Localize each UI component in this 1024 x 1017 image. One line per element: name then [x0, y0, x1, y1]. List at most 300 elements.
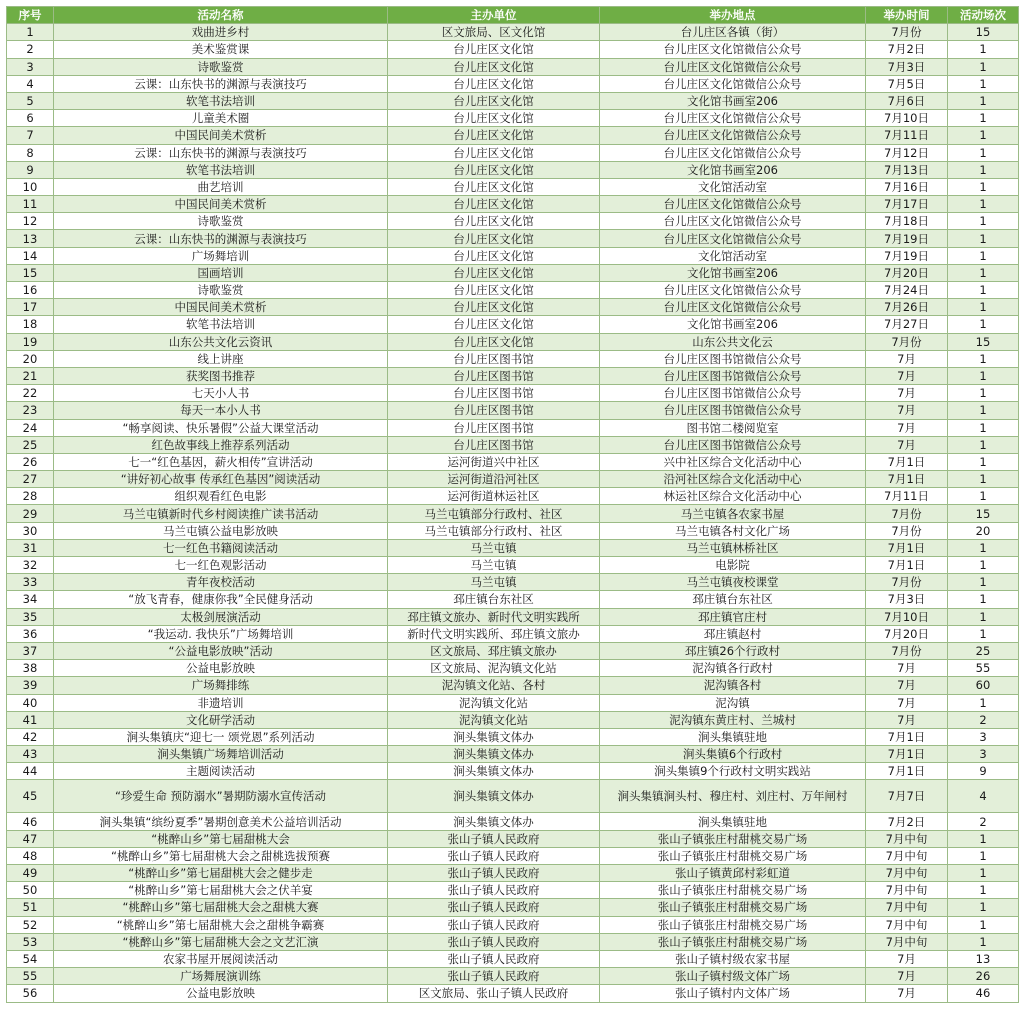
cell-index: 26	[7, 453, 54, 470]
cell-activity-name: 主题阅读活动	[54, 763, 388, 780]
cell-activity-name: 涧头集镇“缤纷夏季”暑期创意美术公益培训活动	[54, 813, 388, 830]
cell-sessions: 1	[948, 436, 1019, 453]
cell-organizer: 台儿庄区文化馆	[388, 299, 600, 316]
col-header-sessions: 活动场次	[948, 7, 1019, 24]
table-row	[7, 591, 1019, 608]
cell-organizer: 马兰屯镇	[388, 574, 600, 591]
cell-date: 7月13日	[866, 161, 948, 178]
table-row	[7, 230, 1019, 247]
cell-organizer: 张山子镇人民政府	[388, 830, 600, 847]
cell-sessions: 1	[948, 247, 1019, 264]
cell-index: 10	[7, 178, 54, 195]
cell-activity-name: 山东公共文化云资讯	[54, 333, 388, 350]
cell-organizer: 台儿庄区图书馆	[388, 350, 600, 367]
cell-venue: 涧头集镇6个行政村	[600, 746, 866, 763]
cell-index: 7	[7, 127, 54, 144]
cell-sessions: 1	[948, 453, 1019, 470]
cell-sessions: 13	[948, 950, 1019, 967]
cell-organizer: 张山子镇人民政府	[388, 899, 600, 916]
cell-organizer: 区文旅局、张山子镇人民政府	[388, 985, 600, 1002]
cell-organizer: 涧头集镇文体办	[388, 728, 600, 745]
cell-organizer: 张山子镇人民政府	[388, 950, 600, 967]
cell-organizer: 台儿庄区图书馆	[388, 385, 600, 402]
cell-activity-name: 戏曲进乡村	[54, 24, 388, 41]
cell-organizer: 台儿庄区图书馆	[388, 436, 600, 453]
cell-organizer: 台儿庄区文化馆	[388, 213, 600, 230]
cell-activity-name: “桃醉山乡”第七届甜桃大会	[54, 830, 388, 847]
cell-index: 21	[7, 367, 54, 384]
cell-activity-name: 青年夜校活动	[54, 574, 388, 591]
cell-date: 7月	[866, 677, 948, 694]
table-row	[7, 196, 1019, 213]
cell-organizer: 运河街道沿河社区	[388, 471, 600, 488]
cell-venue: 台儿庄区文化馆微信公众号	[600, 196, 866, 213]
cell-index: 33	[7, 574, 54, 591]
cell-venue: 张山子镇黄邱村彩虹道	[600, 865, 866, 882]
table-row	[7, 127, 1019, 144]
cell-organizer: 张山子镇人民政府	[388, 916, 600, 933]
cell-date: 7月10日	[866, 608, 948, 625]
cell-venue: 邳庄镇26个行政村	[600, 642, 866, 659]
table-row	[7, 350, 1019, 367]
table-row	[7, 625, 1019, 642]
cell-activity-name: 线上讲座	[54, 350, 388, 367]
cell-venue: 台儿庄区文化馆微信公众号	[600, 127, 866, 144]
cell-activity-name: 公益电影放映	[54, 985, 388, 1002]
cell-index: 34	[7, 591, 54, 608]
cell-activity-name: 七一红色观影活动	[54, 557, 388, 574]
cell-activity-name: 云课：山东快书的渊源与表演技巧	[54, 144, 388, 161]
table-row	[7, 813, 1019, 830]
cell-venue: 文化馆活动室	[600, 247, 866, 264]
cell-venue: 林运社区综合文化活动中心	[600, 488, 866, 505]
cell-date: 7月18日	[866, 213, 948, 230]
cell-index: 23	[7, 402, 54, 419]
cell-index: 17	[7, 299, 54, 316]
table-row	[7, 711, 1019, 728]
cell-index: 46	[7, 813, 54, 830]
cell-index: 22	[7, 385, 54, 402]
cell-activity-name: 云课：山东快书的渊源与表演技巧	[54, 230, 388, 247]
cell-organizer: 台儿庄区图书馆	[388, 367, 600, 384]
cell-sessions: 15	[948, 24, 1019, 41]
cell-index: 30	[7, 522, 54, 539]
cell-date: 7月	[866, 694, 948, 711]
table-row	[7, 264, 1019, 281]
table-row	[7, 660, 1019, 677]
cell-sessions: 1	[948, 694, 1019, 711]
cell-activity-name: “畅享阅读、快乐暑假”公益大课堂活动	[54, 419, 388, 436]
cell-index: 4	[7, 75, 54, 92]
table-row	[7, 830, 1019, 847]
cell-sessions: 2	[948, 813, 1019, 830]
cell-activity-name: 涧头集镇庆“迎七一 颂党恩”系列活动	[54, 728, 388, 745]
cell-activity-name: “讲好初心故事 传承红色基因”阅读活动	[54, 471, 388, 488]
cell-activity-name: “公益电影放映”活动	[54, 642, 388, 659]
cell-activity-name: 广场舞排练	[54, 677, 388, 694]
cell-activity-name: 涧头集镇广场舞培训活动	[54, 746, 388, 763]
cell-date: 7月	[866, 660, 948, 677]
cell-activity-name: 软笔书法培训	[54, 161, 388, 178]
cell-date: 7月份	[866, 24, 948, 41]
cell-venue: 兴中社区综合文化活动中心	[600, 453, 866, 470]
cell-index: 2	[7, 41, 54, 58]
cell-sessions: 1	[948, 471, 1019, 488]
cell-date: 7月份	[866, 522, 948, 539]
cell-organizer: 运河街道林运社区	[388, 488, 600, 505]
cell-organizer: 区文旅局、区文化馆	[388, 24, 600, 41]
table-row	[7, 419, 1019, 436]
cell-venue: 山东公共文化云	[600, 333, 866, 350]
cell-organizer: 涧头集镇文体办	[388, 746, 600, 763]
cell-activity-name: “珍爱生命 预防溺水”暑期防溺水宣传活动	[54, 780, 388, 813]
cell-index: 11	[7, 196, 54, 213]
cell-organizer: 张山子镇人民政府	[388, 882, 600, 899]
table-row	[7, 505, 1019, 522]
cell-index: 12	[7, 213, 54, 230]
cell-organizer: 新时代文明实践所、邳庄镇文旅办	[388, 625, 600, 642]
cell-venue: 涧头集镇驻地	[600, 813, 866, 830]
cell-activity-name: 马兰屯镇新时代乡村阅读推广读书活动	[54, 505, 388, 522]
table-row	[7, 41, 1019, 58]
table-row	[7, 985, 1019, 1002]
cell-organizer: 区文旅局、邳庄镇文旅办	[388, 642, 600, 659]
cell-index: 31	[7, 539, 54, 556]
cell-index: 50	[7, 882, 54, 899]
table-row	[7, 385, 1019, 402]
cell-index: 48	[7, 847, 54, 864]
cell-date: 7月1日	[866, 539, 948, 556]
cell-index: 6	[7, 110, 54, 127]
table-row	[7, 299, 1019, 316]
table-row	[7, 282, 1019, 299]
cell-organizer: 邳庄镇文旅办、新时代文明实践所	[388, 608, 600, 625]
cell-venue: 马兰屯镇夜校课堂	[600, 574, 866, 591]
cell-venue: 邳庄镇官庄村	[600, 608, 866, 625]
table-row	[7, 522, 1019, 539]
cell-sessions: 3	[948, 728, 1019, 745]
cell-date: 7月19日	[866, 247, 948, 264]
cell-activity-name: 软笔书法培训	[54, 316, 388, 333]
cell-index: 27	[7, 471, 54, 488]
cell-venue: 台儿庄区文化馆微信公众号	[600, 110, 866, 127]
cell-venue: 台儿庄区图书馆微信公众号	[600, 385, 866, 402]
cell-date: 7月20日	[866, 264, 948, 281]
cell-date: 7月	[866, 402, 948, 419]
col-header-organizer: 主办单位	[388, 7, 600, 24]
cell-index: 55	[7, 968, 54, 985]
table-row	[7, 763, 1019, 780]
cell-venue: 涧头集镇驻地	[600, 728, 866, 745]
cell-date: 7月中旬	[866, 847, 948, 864]
col-header-index: 序号	[7, 7, 54, 24]
cell-activity-name: 每天一本小人书	[54, 402, 388, 419]
cell-sessions: 1	[948, 161, 1019, 178]
table-row	[7, 916, 1019, 933]
table-row	[7, 677, 1019, 694]
cell-sessions: 4	[948, 780, 1019, 813]
cell-sessions: 1	[948, 865, 1019, 882]
cell-sessions: 1	[948, 58, 1019, 75]
cell-date: 7月份	[866, 333, 948, 350]
cell-venue: 涧头集镇涧头村、穆庄村、刘庄村、万年闸村	[600, 780, 866, 813]
cell-date: 7月中旬	[866, 865, 948, 882]
cell-date: 7月11日	[866, 488, 948, 505]
cell-sessions: 1	[948, 92, 1019, 109]
cell-activity-name: 七一“红色基因，薪火相传”宣讲活动	[54, 453, 388, 470]
cell-activity-name: 云课：山东快书的渊源与表演技巧	[54, 75, 388, 92]
cell-sessions: 55	[948, 660, 1019, 677]
cell-index: 37	[7, 642, 54, 659]
cell-organizer: 马兰屯镇部分行政村、社区	[388, 522, 600, 539]
cell-organizer: 涧头集镇文体办	[388, 813, 600, 830]
cell-activity-name: “我运动. 我快乐”广场舞培训	[54, 625, 388, 642]
table-row	[7, 161, 1019, 178]
cell-sessions: 1	[948, 178, 1019, 195]
cell-organizer: 张山子镇人民政府	[388, 847, 600, 864]
table-row	[7, 213, 1019, 230]
cell-sessions: 1	[948, 299, 1019, 316]
cell-organizer: 台儿庄区文化馆	[388, 75, 600, 92]
cell-index: 1	[7, 24, 54, 41]
cell-date: 7月中旬	[866, 933, 948, 950]
cell-venue: 马兰屯镇林桥社区	[600, 539, 866, 556]
cell-date: 7月16日	[866, 178, 948, 195]
cell-date: 7月2日	[866, 41, 948, 58]
table-row	[7, 968, 1019, 985]
cell-organizer: 张山子镇人民政府	[388, 933, 600, 950]
cell-venue: 文化馆书画室206	[600, 161, 866, 178]
cell-date: 7月1日	[866, 763, 948, 780]
cell-index: 15	[7, 264, 54, 281]
cell-date: 7月3日	[866, 591, 948, 608]
cell-sessions: 1	[948, 933, 1019, 950]
cell-sessions: 1	[948, 916, 1019, 933]
col-header-date: 举办时间	[866, 7, 948, 24]
cell-venue: 邳庄镇台东社区	[600, 591, 866, 608]
cell-activity-name: 软笔书法培训	[54, 92, 388, 109]
cell-organizer: 台儿庄区文化馆	[388, 196, 600, 213]
table-row	[7, 144, 1019, 161]
cell-activity-name: 获奖图书推荐	[54, 367, 388, 384]
table-row	[7, 367, 1019, 384]
cell-organizer: 台儿庄区文化馆	[388, 92, 600, 109]
cell-index: 29	[7, 505, 54, 522]
table-row	[7, 865, 1019, 882]
table-row	[7, 471, 1019, 488]
cell-venue: 泥沟镇	[600, 694, 866, 711]
cell-venue: 台儿庄区文化馆微信公众号	[600, 282, 866, 299]
cell-date: 7月	[866, 385, 948, 402]
cell-index: 38	[7, 660, 54, 677]
cell-organizer: 台儿庄区文化馆	[388, 127, 600, 144]
cell-venue: 张山子镇张庄村甜桃交易广场	[600, 882, 866, 899]
cell-organizer: 泥沟镇文化站	[388, 694, 600, 711]
table-row	[7, 436, 1019, 453]
cell-index: 42	[7, 728, 54, 745]
table-row	[7, 316, 1019, 333]
cell-date: 7月24日	[866, 282, 948, 299]
table-row	[7, 58, 1019, 75]
cell-sessions: 20	[948, 522, 1019, 539]
table-row	[7, 488, 1019, 505]
cell-index: 52	[7, 916, 54, 933]
table-row	[7, 899, 1019, 916]
cell-date: 7月中旬	[866, 916, 948, 933]
cell-sessions: 15	[948, 333, 1019, 350]
cell-venue: 文化馆活动室	[600, 178, 866, 195]
cell-organizer: 台儿庄区文化馆	[388, 333, 600, 350]
cell-venue: 张山子镇张庄村甜桃交易广场	[600, 899, 866, 916]
cell-sessions: 1	[948, 316, 1019, 333]
cell-sessions: 1	[948, 608, 1019, 625]
table-row	[7, 780, 1019, 813]
cell-venue: 张山子镇张庄村甜桃交易广场	[600, 847, 866, 864]
cell-venue: 台儿庄区各镇（街）	[600, 24, 866, 41]
cell-sessions: 1	[948, 419, 1019, 436]
cell-organizer: 台儿庄区文化馆	[388, 316, 600, 333]
cell-organizer: 台儿庄区文化馆	[388, 161, 600, 178]
cell-date: 7月26日	[866, 299, 948, 316]
cell-organizer: 涧头集镇文体办	[388, 763, 600, 780]
cell-sessions: 60	[948, 677, 1019, 694]
cell-activity-name: “桃醉山乡”第七届甜桃大会之文艺汇演	[54, 933, 388, 950]
cell-date: 7月12日	[866, 144, 948, 161]
cell-organizer: 台儿庄区文化馆	[388, 247, 600, 264]
cell-sessions: 1	[948, 847, 1019, 864]
table-row	[7, 24, 1019, 41]
cell-activity-name: “放飞青春，健康你我”全民健身活动	[54, 591, 388, 608]
table-row	[7, 574, 1019, 591]
table-row	[7, 608, 1019, 625]
cell-index: 18	[7, 316, 54, 333]
cell-index: 24	[7, 419, 54, 436]
cell-organizer: 台儿庄区文化馆	[388, 110, 600, 127]
cell-sessions: 1	[948, 574, 1019, 591]
cell-venue: 台儿庄区图书馆微信公众号	[600, 350, 866, 367]
cell-sessions: 9	[948, 763, 1019, 780]
cell-venue: 文化馆书画室206	[600, 92, 866, 109]
cell-organizer: 台儿庄区图书馆	[388, 419, 600, 436]
cell-venue: 涧头集镇9个行政村文明实践站	[600, 763, 866, 780]
cell-activity-name: 诗歌鉴赏	[54, 282, 388, 299]
cell-organizer: 台儿庄区文化馆	[388, 58, 600, 75]
cell-sessions: 1	[948, 539, 1019, 556]
cell-date: 7月	[866, 350, 948, 367]
cell-venue: 电影院	[600, 557, 866, 574]
cell-date: 7月份	[866, 642, 948, 659]
cell-activity-name: 马兰屯镇公益电影放映	[54, 522, 388, 539]
cell-index: 13	[7, 230, 54, 247]
cell-sessions: 3	[948, 746, 1019, 763]
table-row	[7, 92, 1019, 109]
cell-organizer: 台儿庄区文化馆	[388, 41, 600, 58]
cell-date: 7月	[866, 436, 948, 453]
table-row	[7, 642, 1019, 659]
cell-sessions: 1	[948, 899, 1019, 916]
cell-index: 49	[7, 865, 54, 882]
cell-date: 7月份	[866, 574, 948, 591]
table-row	[7, 882, 1019, 899]
cell-date: 7月20日	[866, 625, 948, 642]
cell-sessions: 1	[948, 882, 1019, 899]
cell-index: 54	[7, 950, 54, 967]
cell-activity-name: 七天小人书	[54, 385, 388, 402]
cell-sessions: 1	[948, 213, 1019, 230]
cell-organizer: 马兰屯镇	[388, 539, 600, 556]
cell-index: 56	[7, 985, 54, 1002]
cell-date: 7月中旬	[866, 882, 948, 899]
cell-activity-name: 中国民间美术赏析	[54, 196, 388, 213]
cell-date: 7月1日	[866, 746, 948, 763]
cell-sessions: 1	[948, 144, 1019, 161]
cell-index: 51	[7, 899, 54, 916]
cell-activity-name: 广场舞展演训练	[54, 968, 388, 985]
cell-activity-name: 公益电影放映	[54, 660, 388, 677]
cell-index: 32	[7, 557, 54, 574]
cell-activity-name: “桃醉山乡”第七届甜桃大会之甜桃选拔预赛	[54, 847, 388, 864]
cell-date: 7月1日	[866, 453, 948, 470]
table-row	[7, 950, 1019, 967]
cell-activity-name: 七一红色书籍阅读活动	[54, 539, 388, 556]
cell-sessions: 1	[948, 127, 1019, 144]
cell-date: 7月7日	[866, 780, 948, 813]
cell-date: 7月5日	[866, 75, 948, 92]
table-row	[7, 557, 1019, 574]
cell-organizer: 台儿庄区文化馆	[388, 230, 600, 247]
cell-organizer: 台儿庄区图书馆	[388, 402, 600, 419]
cell-venue: 台儿庄区文化馆微信公众号	[600, 144, 866, 161]
cell-index: 39	[7, 677, 54, 694]
cell-venue: 台儿庄区文化馆微信公众号	[600, 75, 866, 92]
cell-activity-name: 中国民间美术赏析	[54, 127, 388, 144]
table-row	[7, 247, 1019, 264]
activity-table	[6, 6, 1019, 1003]
cell-index: 44	[7, 763, 54, 780]
cell-activity-name: 红色故事线上推荐系列活动	[54, 436, 388, 453]
table-row	[7, 728, 1019, 745]
cell-index: 25	[7, 436, 54, 453]
cell-activity-name: 农家书屋开展阅读活动	[54, 950, 388, 967]
cell-activity-name: 曲艺培训	[54, 178, 388, 195]
cell-activity-name: 诗歌鉴赏	[54, 58, 388, 75]
cell-date: 7月	[866, 367, 948, 384]
cell-organizer: 台儿庄区文化馆	[388, 264, 600, 281]
cell-date: 7月1日	[866, 728, 948, 745]
cell-index: 53	[7, 933, 54, 950]
table-row	[7, 402, 1019, 419]
cell-index: 35	[7, 608, 54, 625]
cell-sessions: 1	[948, 557, 1019, 574]
cell-sessions: 1	[948, 196, 1019, 213]
cell-activity-name: 美术鉴赏课	[54, 41, 388, 58]
table-row	[7, 933, 1019, 950]
col-header-venue: 举办地点	[600, 7, 866, 24]
cell-venue: 马兰屯镇各村文化广场	[600, 522, 866, 539]
cell-organizer: 涧头集镇文体办	[388, 780, 600, 813]
cell-venue: 文化馆书画室206	[600, 264, 866, 281]
cell-organizer: 马兰屯镇部分行政村、社区	[388, 505, 600, 522]
cell-venue: 张山子镇张庄村甜桃交易广场	[600, 916, 866, 933]
cell-date: 7月10日	[866, 110, 948, 127]
cell-index: 9	[7, 161, 54, 178]
cell-sessions: 1	[948, 402, 1019, 419]
cell-date: 7月	[866, 968, 948, 985]
cell-activity-name: 文化研学活动	[54, 711, 388, 728]
cell-organizer: 马兰屯镇	[388, 557, 600, 574]
cell-venue: 图书馆二楼阅览室	[600, 419, 866, 436]
cell-venue: 台儿庄区图书馆微信公众号	[600, 436, 866, 453]
